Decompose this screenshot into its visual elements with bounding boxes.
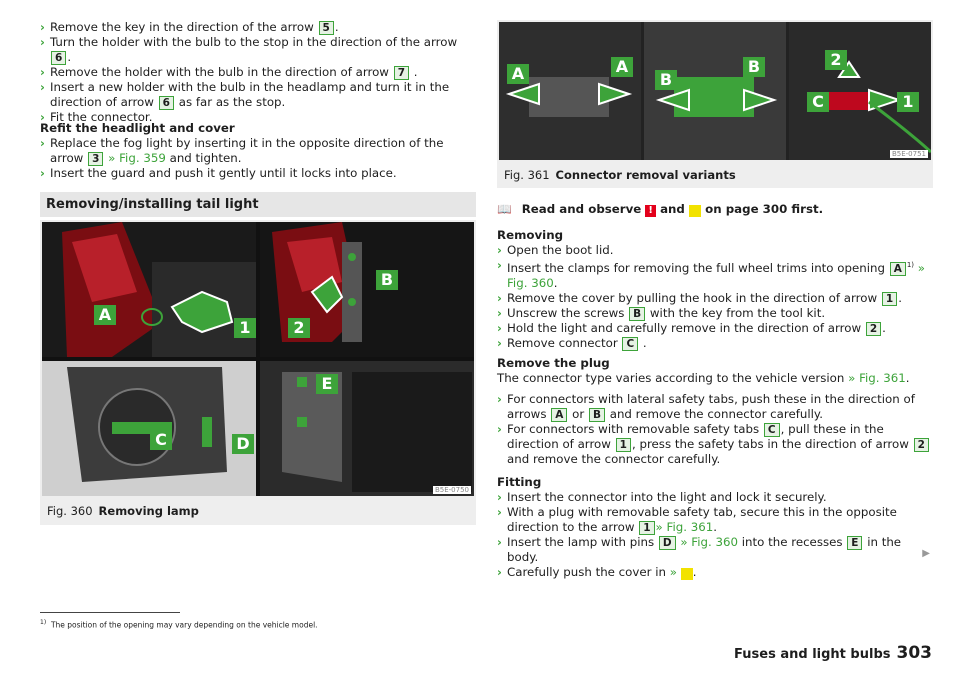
- reference-tag: B: [629, 307, 645, 321]
- bullet-chevron-icon: ›: [497, 335, 502, 350]
- fig361-label-a-right: A: [611, 57, 633, 77]
- bullet-chevron-icon: ›: [40, 110, 45, 124]
- figure-link[interactable]: » Fig. 359: [108, 151, 166, 165]
- fig361-label-2: 2: [825, 50, 847, 70]
- figure-link[interactable]: » Fig. 360: [680, 535, 739, 549]
- step-item: [40, 80, 476, 110]
- step-text: , press the safety tabs in the direction of arrow: [631, 437, 913, 451]
- step-item: [40, 136, 476, 166]
- step-text: With a plug with removable safety tab, secure this in the opposite direction to the arrow: [507, 505, 897, 534]
- step-item: [497, 321, 933, 336]
- step-text: Hold the light and carefully remove in the direction of arrow: [507, 320, 865, 335]
- step-text: For connectors with removable safety tabs: [507, 422, 763, 436]
- steps-list-top: [40, 20, 476, 125]
- step-text: .: [882, 320, 886, 335]
- fig361-label-b-right: B: [743, 57, 765, 77]
- continue-arrow-icon: ▶: [922, 548, 930, 559]
- step-item: [497, 422, 933, 467]
- steps-list-removing: [497, 243, 933, 351]
- bullet-chevron-icon: ›: [497, 290, 502, 305]
- figure-number: Fig. 361: [504, 168, 550, 182]
- step-text: .: [553, 275, 558, 290]
- reference-tag: D: [659, 536, 676, 550]
- figure-code: B5E-0751: [891, 150, 926, 158]
- reference-tag: 6: [51, 51, 66, 65]
- book-icon: 📖: [497, 202, 512, 216]
- figure-361-photo: [499, 22, 931, 160]
- step-text: in the body.: [507, 535, 902, 564]
- warning-icon: !: [645, 205, 656, 217]
- fig361-label-c: C: [807, 92, 829, 112]
- page-footer: [734, 643, 932, 663]
- step-text: Remove the cover by pulling the hook in the direction of arrow: [507, 290, 881, 305]
- removing-heading: Removing: [497, 228, 564, 242]
- step-text: and remove the connector carefully.: [507, 452, 721, 466]
- reference-tag: C: [764, 423, 780, 437]
- fig360-label-c: C: [150, 430, 172, 450]
- step-text: Turn the holder with the bulb to the stop in the direction of the arrow: [50, 35, 458, 49]
- fig360-label-1: 1: [234, 318, 256, 338]
- reference-tag: 1: [882, 292, 897, 306]
- bullet-chevron-icon: ›: [497, 305, 502, 320]
- bullet-chevron-icon: ›: [497, 422, 502, 436]
- reference-tag: 2: [866, 322, 881, 336]
- page-number: 303: [896, 643, 932, 663]
- bullet-chevron-icon: ›: [40, 80, 45, 94]
- step-item: [497, 336, 933, 351]
- figure-link[interactable]: » Fig. 361: [655, 520, 714, 534]
- step-text: .: [67, 50, 72, 64]
- refit-heading: Refit the headlight and cover: [40, 121, 235, 135]
- step-text: as far as the stop.: [174, 95, 286, 109]
- step-text: or: [568, 407, 588, 421]
- section-title: Removing/installing tail light: [40, 192, 476, 217]
- fig360-label-b: B: [376, 270, 398, 290]
- figure-number: Fig. 360: [47, 504, 93, 518]
- connector-illustration: [499, 22, 931, 160]
- step-text: Remove the key in the direction of the arrow: [50, 20, 318, 34]
- step-text: Carefully push the cover in: [507, 565, 670, 579]
- step-item: [40, 166, 476, 181]
- step-text: Open the boot lid.: [507, 243, 614, 257]
- note-icon: [689, 205, 701, 217]
- bullet-chevron-icon: ›: [40, 166, 45, 180]
- fitting-heading: Fitting: [497, 475, 542, 489]
- figure-code: B5E-0750: [434, 486, 469, 494]
- bullet-chevron-icon: ›: [497, 243, 502, 257]
- bullet-chevron-icon: ›: [40, 20, 45, 34]
- bullet-chevron-icon: ›: [497, 535, 502, 549]
- fig360-label-d: D: [232, 434, 254, 454]
- bullet-chevron-icon: ›: [40, 136, 45, 150]
- step-text: Remove the holder with the bulb in the direction of arrow: [50, 65, 393, 79]
- fig360-label-e: E: [316, 374, 338, 394]
- reference-tag: A: [890, 262, 906, 276]
- reference-tag: B: [589, 408, 605, 422]
- bullet-chevron-icon: ›: [497, 392, 502, 406]
- step-text: .: [898, 290, 902, 305]
- bullet-chevron-icon: ›: [497, 258, 502, 272]
- step-text: For connectors with lateral safety tabs, push these in the direction of arrows: [507, 392, 915, 421]
- step-text: .: [692, 565, 697, 579]
- step-text: Insert the clamps for removing the full wheel trims into opening: [507, 260, 889, 275]
- step-text: Insert the guard and push it gently until it locks into place.: [50, 166, 397, 180]
- step-text: .: [639, 335, 647, 350]
- step-text: into the recesses: [738, 535, 847, 549]
- fig360-label-a: A: [94, 305, 116, 325]
- step-text: , pull these in the direction of arrow: [507, 422, 884, 451]
- bullet-chevron-icon: ›: [497, 565, 502, 579]
- step-text: Replace the fog light by inserting it in the opposite direction of the arrow: [50, 136, 444, 165]
- tail-light-illustration: [42, 222, 474, 496]
- read-observe-line: 📖 Read and observe ! and on page 300 first.: [497, 202, 824, 216]
- bullet-chevron-icon: ›: [40, 65, 45, 79]
- fig360-label-2: 2: [288, 318, 310, 338]
- step-text: Insert the lamp with pins: [507, 535, 658, 549]
- step-item: [497, 392, 933, 422]
- step-item: [497, 306, 933, 321]
- step-text: with the key from the tool kit.: [646, 305, 826, 320]
- step-text: .: [713, 520, 717, 534]
- fig361-label-a-left: A: [507, 64, 529, 84]
- step-item: [497, 243, 933, 258]
- reference-tag: 3: [88, 152, 103, 166]
- figure-link[interactable]: »: [669, 565, 681, 579]
- step-text: and tighten.: [165, 151, 242, 165]
- reference-tag: 5: [319, 21, 334, 35]
- step-item: [497, 565, 933, 580]
- reference-tag: 1: [639, 521, 654, 535]
- bullet-chevron-icon: ›: [497, 505, 502, 519]
- footer-section: Fuses and light bulbs: [734, 647, 891, 662]
- reference-tag: 6: [159, 96, 174, 110]
- bullet-chevron-icon: ›: [497, 320, 502, 335]
- figure-360: [40, 220, 476, 525]
- bullet-chevron-icon: ›: [497, 490, 502, 504]
- reference-tag: E: [847, 536, 862, 550]
- step-text: Remove connector: [507, 335, 622, 350]
- figure-360-photo: [42, 222, 474, 496]
- step-text: Fit the connector.: [50, 110, 153, 124]
- steps-list-fitting: [497, 490, 933, 580]
- fig361-label-b-left: B: [655, 70, 677, 90]
- step-text: Insert a new holder with the bulb in the headlamp and turn it in the direction of arrow: [50, 80, 450, 109]
- reference-tag: C: [622, 337, 638, 351]
- steps-list-plug: [497, 392, 933, 467]
- step-item: [497, 505, 933, 535]
- bullet-chevron-icon: ›: [40, 35, 45, 49]
- fig361-label-1: 1: [897, 92, 919, 112]
- steps-list-refit: [40, 136, 476, 181]
- plug-heading: Remove the plug: [497, 356, 610, 370]
- note-icon: [681, 568, 693, 580]
- reference-tag: 2: [914, 438, 929, 452]
- step-item: [40, 65, 476, 80]
- footnote-ref: 1): [906, 261, 915, 269]
- footnote-divider: [40, 612, 180, 613]
- reference-tag: A: [551, 408, 567, 422]
- reference-tag: 7: [394, 66, 409, 80]
- figure-360-caption: [47, 504, 199, 518]
- figure-361-caption: [504, 168, 736, 182]
- step-text: .: [410, 65, 418, 79]
- step-text: .: [334, 20, 339, 34]
- step-item: [497, 490, 933, 505]
- step-text: Insert the connector into the light and lock it securely.: [507, 490, 827, 504]
- plug-text: The connector type varies according to the vehicle version » Fig. 361.: [497, 371, 910, 385]
- reference-tag: 1: [616, 438, 631, 452]
- step-text: and remove the connector carefully.: [605, 407, 823, 421]
- figure-link[interactable]: » Fig. 360: [507, 260, 925, 290]
- step-item: [40, 35, 476, 65]
- step-item: [497, 258, 933, 291]
- step-text: Unscrew the screws: [507, 305, 629, 320]
- step-item: [497, 291, 933, 306]
- step-item: [40, 20, 476, 35]
- fig-link[interactable]: » Fig. 361: [848, 371, 906, 385]
- figure-title: Connector removal variants: [555, 168, 736, 182]
- footnote: $^{1)}$ The position of the opening may vary depending on the vehicle model.: [40, 619, 318, 630]
- figure-title: Removing lamp: [98, 504, 199, 518]
- figure-361: [497, 20, 933, 188]
- step-item: [497, 535, 933, 565]
